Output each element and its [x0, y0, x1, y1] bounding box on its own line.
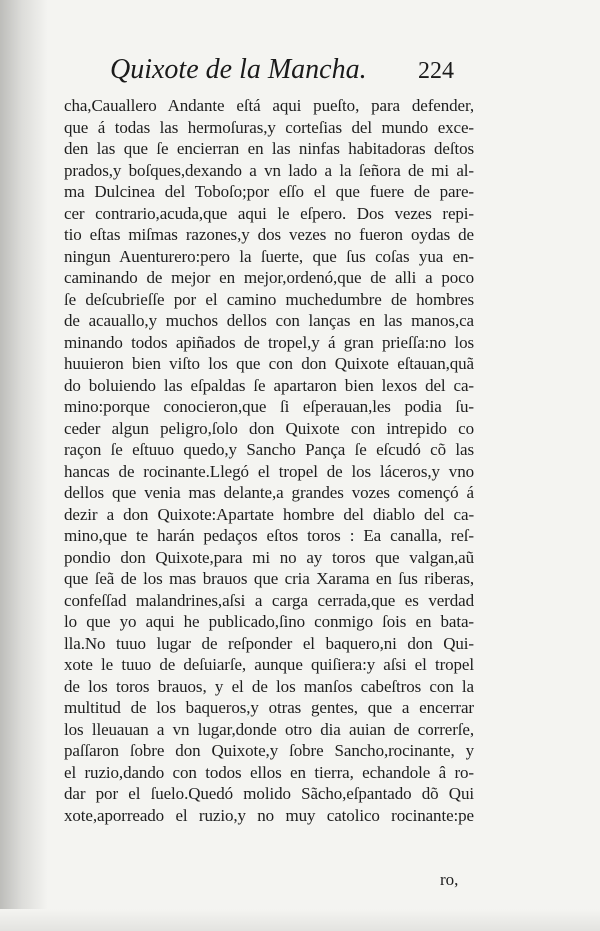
text-line: confeſſad malandrines,aſsi a carga cerrada,que es verdad: [64, 590, 474, 610]
text-line: ceder algun peligro,ſolo don Quixote con intrepido co: [64, 418, 474, 438]
text-line: cha,Cauallero Andante eſtá aqui pueſto, para defender,: [64, 96, 474, 115]
text-line: que á todas las hermoſuras,y corteſias del mundo exce-: [64, 117, 474, 137]
text-line: ſe deſcubrieſſe por el camino muchedumbre de hombres: [64, 289, 474, 309]
text-line: dar por el ſuelo.Quedó molido Sãcho,eſpantado dõ Qui: [64, 784, 474, 803]
gutter-shadow: [0, 0, 48, 931]
text-line: dezir a don Quixote:Apartate hombre del diablo del ca-: [64, 504, 474, 524]
text-line: que ſeã de los mas brauos que cria Xarama en ſus riberas,: [64, 569, 474, 588]
text-line: huuieron bien viſto los que con don Quixote eſtauan,quã: [64, 354, 474, 373]
text-line: tio eſtas miſmas razones,y dos vezes no fueron oydas de: [64, 225, 474, 244]
page-bottom-edge: [0, 909, 600, 931]
text-line: minando todos apiñados de tropel,y á gran prieſſa:no los: [64, 332, 474, 352]
text-line: xote,aporreado el ruzio,y no muy catolico rocinante:pe: [64, 805, 474, 825]
text-line: den las que ſe encierran en las ninfas habitadoras deſtos: [64, 139, 474, 158]
text-line: mino,que te harán pedaços eſtos toros : Ea canalla, reſ-: [64, 526, 474, 545]
text-line: cer contrario,acuda,que aqui le eſpero. Dos vezes repi-: [64, 203, 474, 223]
text-line: xote le tuuo de deſuiarſe, aunque quiſiera:y aſsi el tropel: [64, 655, 474, 674]
text-line: ningun Auenturero:pero la ſuerte, que ſus coſas yua en-: [64, 246, 474, 266]
text-line: lla.No tuuo lugar de reſponder el baquero,ni don Qui-: [64, 633, 474, 653]
text-line: de acauallo,y muchos dellos con lanças en las manos,ca: [64, 311, 474, 330]
text-line: raçon ſe eſtuuo quedo,y Sancho Pança ſe eſcudó cõ las: [64, 440, 474, 459]
text-line: pondio don Quixote,para mi no ay toros que valgan,aũ: [64, 547, 474, 567]
text-line: ma Dulcinea del Toboſo;por eſſo el que fuere de pare-: [64, 182, 474, 201]
text-line: de los toros brauos, y el de los manſos cabeſtros con la: [64, 676, 474, 696]
text-line: dellos que venia mas delante,a grandes vozes començó á: [64, 483, 474, 502]
text-line: prados,y boſques,dexando a vn lado a la ſeñora de mi al-: [64, 160, 474, 180]
running-title: Quixote de la Mancha.: [110, 54, 367, 85]
text-line: lo que yo aqui he publicado,ſino conmigo ſois en bata-: [64, 612, 474, 631]
text-line: paſſaron ſobre don Quixote,y ſobre Sancho,rocinante, y: [64, 741, 474, 760]
text-line: multitud de los baqueros,y otras gentes, que a encerrar: [64, 698, 474, 717]
text-line: hancas de rocinante.Llegó el tropel de los láceros,y vno: [64, 461, 474, 481]
text-line: do boluiendo las eſpaldas ſe apartaron bien lexos del ca-: [64, 375, 474, 395]
page-number: 224: [418, 58, 454, 84]
text-line: los lleuauan a vn lugar,donde otro dia auian de correrſe,: [64, 719, 474, 739]
catchword: ro,: [440, 870, 459, 889]
body-text: [64, 95, 474, 826]
text-line: el ruzio,dando con todos ellos en tierra, echandole â ro-: [64, 762, 474, 782]
text-line: mino:porque conocieron,que ſi eſperauan,les podia ſu-: [64, 397, 474, 416]
text-line: caminando de mejor en mejor,ordenó,que de alli a poco: [64, 268, 474, 287]
